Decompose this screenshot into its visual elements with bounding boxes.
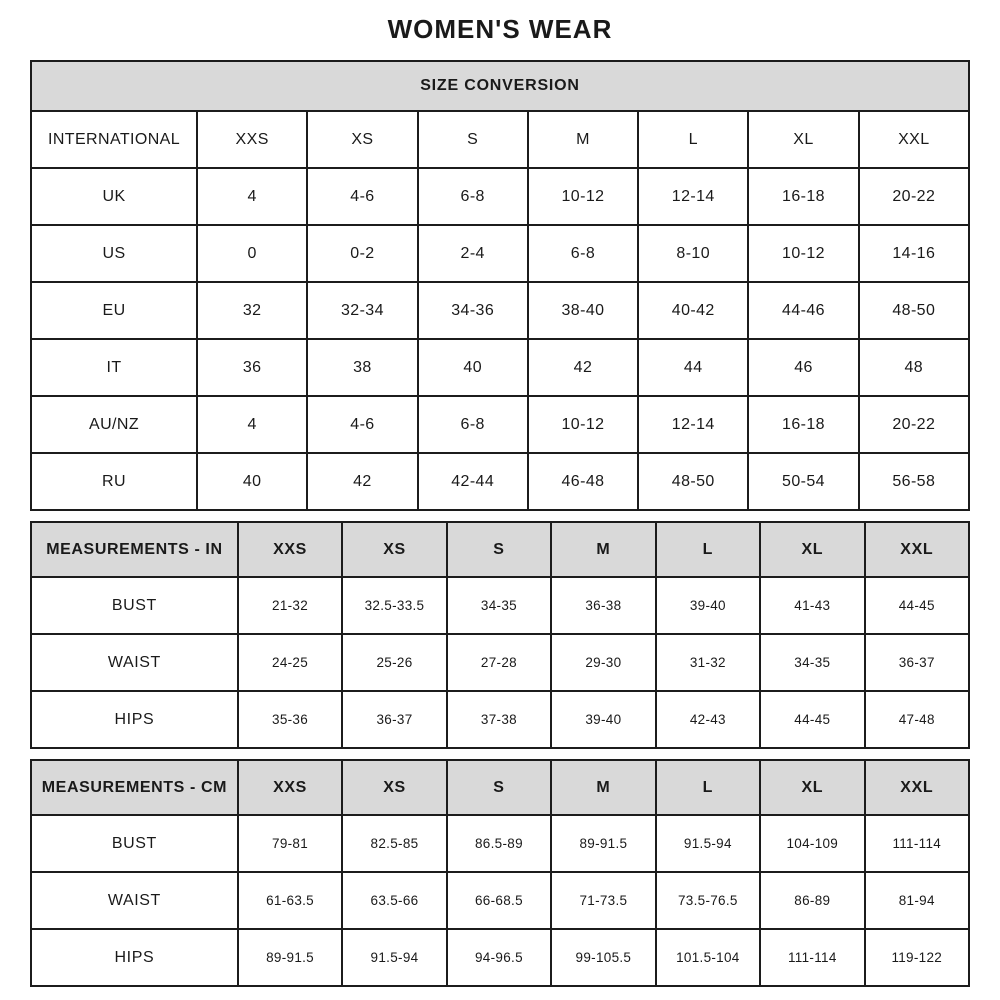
table-cell-waist-xl: 34-35	[760, 634, 864, 691]
table-cell-eu-xxl: 48-50	[859, 282, 969, 339]
column-header-xl: XL	[760, 522, 864, 577]
table-cell-bust-xs: 32.5-33.5	[342, 577, 446, 634]
column-header-l: L	[656, 760, 760, 815]
table-cell-waist-l: 31-32	[656, 634, 760, 691]
table-cell-ru-m: 46-48	[528, 453, 638, 510]
column-header-xxl: XXL	[865, 522, 969, 577]
row-label-ru: RU	[31, 453, 197, 510]
table-cell-it-xxs: 36	[197, 339, 307, 396]
table-cell-waist-s: 27-28	[447, 634, 551, 691]
column-header-xs: XS	[307, 111, 417, 168]
table-cell-au-nz-xxs: 4	[197, 396, 307, 453]
table-cell-bust-xxl: 44-45	[865, 577, 969, 634]
measurements-cm-label-header: MEASUREMENTS - CM	[31, 760, 238, 815]
table-cell-hips-s: 94-96.5	[447, 929, 551, 986]
table-cell-hips-xxs: 35-36	[238, 691, 342, 748]
table-cell-waist-l: 73.5-76.5	[656, 872, 760, 929]
table-cell-bust-xxl: 111-114	[865, 815, 969, 872]
table-cell-it-xxl: 48	[859, 339, 969, 396]
column-header-m: M	[528, 111, 638, 168]
size-conversion-label-header: INTERNATIONAL	[31, 111, 197, 168]
table-cell-bust-s: 86.5-89	[447, 815, 551, 872]
table-cell-eu-s: 34-36	[418, 282, 528, 339]
measurements-in-table	[30, 521, 970, 749]
table-cell-bust-xxs: 79-81	[238, 815, 342, 872]
column-header-xs: XS	[342, 760, 446, 815]
table-cell-us-xxs: 0	[197, 225, 307, 282]
table-cell-bust-l: 39-40	[656, 577, 760, 634]
size-conversion-row-us	[31, 225, 969, 282]
table-cell-bust-s: 34-35	[447, 577, 551, 634]
table-cell-ru-xl: 50-54	[748, 453, 858, 510]
size-conversion-header-row	[31, 61, 969, 111]
table-cell-uk-l: 12-14	[638, 168, 748, 225]
size-conversion-title: SIZE CONVERSION	[31, 61, 969, 111]
table-cell-uk-xl: 16-18	[748, 168, 858, 225]
size-conversion-row-au-nz	[31, 396, 969, 453]
table-cell-hips-m: 39-40	[551, 691, 655, 748]
table-cell-hips-xl: 44-45	[760, 691, 864, 748]
table-cell-au-nz-m: 10-12	[528, 396, 638, 453]
table-cell-waist-xl: 86-89	[760, 872, 864, 929]
measurements-cm-columns-row	[31, 760, 969, 815]
table-cell-waist-xxs: 61-63.5	[238, 872, 342, 929]
column-header-s: S	[418, 111, 528, 168]
measurements-cm-row-waist	[31, 872, 969, 929]
table-cell-uk-xs: 4-6	[307, 168, 417, 225]
table-cell-hips-xxl: 47-48	[865, 691, 969, 748]
row-label-eu: EU	[31, 282, 197, 339]
table-cell-waist-s: 66-68.5	[447, 872, 551, 929]
table-cell-waist-xs: 25-26	[342, 634, 446, 691]
table-cell-bust-xs: 82.5-85	[342, 815, 446, 872]
size-conversion-row-eu	[31, 282, 969, 339]
column-header-m: M	[551, 522, 655, 577]
row-label-waist: WAIST	[31, 634, 238, 691]
column-header-xxl: XXL	[859, 111, 969, 168]
row-label-bust: BUST	[31, 577, 238, 634]
table-cell-uk-s: 6-8	[418, 168, 528, 225]
table-cell-eu-m: 38-40	[528, 282, 638, 339]
size-conversion-row-uk	[31, 168, 969, 225]
table-cell-hips-xs: 36-37	[342, 691, 446, 748]
table-cell-au-nz-l: 12-14	[638, 396, 748, 453]
measurements-in-label-header: MEASUREMENTS - IN	[31, 522, 238, 577]
table-cell-uk-xxl: 20-22	[859, 168, 969, 225]
column-header-l: L	[656, 522, 760, 577]
table-cell-ru-xxs: 40	[197, 453, 307, 510]
table-cell-ru-l: 48-50	[638, 453, 748, 510]
page-title: WOMEN'S WEAR	[387, 14, 613, 44]
table-cell-bust-m: 89-91.5	[551, 815, 655, 872]
table-cell-it-l: 44	[638, 339, 748, 396]
table-cell-hips-xs: 91.5-94	[342, 929, 446, 986]
table-cell-us-l: 8-10	[638, 225, 748, 282]
measurements-cm-table	[30, 759, 970, 987]
row-label-waist: WAIST	[31, 872, 238, 929]
table-cell-au-nz-xl: 16-18	[748, 396, 858, 453]
column-header-xxs: XXS	[197, 111, 307, 168]
table-cell-eu-xs: 32-34	[307, 282, 417, 339]
table-cell-eu-l: 40-42	[638, 282, 748, 339]
column-header-xl: XL	[760, 760, 864, 815]
column-header-xxs: XXS	[238, 760, 342, 815]
table-cell-us-xxl: 14-16	[859, 225, 969, 282]
table-cell-ru-xs: 42	[307, 453, 417, 510]
table-cell-it-xl: 46	[748, 339, 858, 396]
table-cell-eu-xl: 44-46	[748, 282, 858, 339]
row-label-uk: UK	[31, 168, 197, 225]
column-header-l: L	[638, 111, 748, 168]
table-cell-it-m: 42	[528, 339, 638, 396]
measurements-in-row-waist	[31, 634, 969, 691]
table-cell-uk-m: 10-12	[528, 168, 638, 225]
size-conversion-row-it	[31, 339, 969, 396]
table-cell-hips-xxl: 119-122	[865, 929, 969, 986]
column-header-xxs: XXS	[238, 522, 342, 577]
column-header-xl: XL	[748, 111, 858, 168]
size-conversion-columns-row	[31, 111, 969, 168]
measurements-in-row-hips	[31, 691, 969, 748]
table-cell-it-xs: 38	[307, 339, 417, 396]
table-cell-ru-s: 42-44	[418, 453, 528, 510]
table-cell-hips-l: 42-43	[656, 691, 760, 748]
table-cell-it-s: 40	[418, 339, 528, 396]
row-label-it: IT	[31, 339, 197, 396]
table-cell-us-m: 6-8	[528, 225, 638, 282]
table-cell-bust-xl: 104-109	[760, 815, 864, 872]
table-cell-au-nz-s: 6-8	[418, 396, 528, 453]
column-header-s: S	[447, 522, 551, 577]
table-cell-waist-xs: 63.5-66	[342, 872, 446, 929]
row-label-hips: HIPS	[31, 691, 238, 748]
measurements-cm-row-bust	[31, 815, 969, 872]
table-cell-bust-xl: 41-43	[760, 577, 864, 634]
row-label-au-nz: AU/NZ	[31, 396, 197, 453]
measurements-cm-row-hips	[31, 929, 969, 986]
table-cell-hips-s: 37-38	[447, 691, 551, 748]
table-cell-au-nz-xxl: 20-22	[859, 396, 969, 453]
table-cell-eu-xxs: 32	[197, 282, 307, 339]
size-conversion-table	[30, 60, 970, 511]
table-cell-au-nz-xs: 4-6	[307, 396, 417, 453]
table-cell-bust-xxs: 21-32	[238, 577, 342, 634]
table-cell-waist-xxs: 24-25	[238, 634, 342, 691]
table-cell-waist-m: 29-30	[551, 634, 655, 691]
column-header-xs: XS	[342, 522, 446, 577]
size-conversion-row-ru	[31, 453, 969, 510]
column-header-m: M	[551, 760, 655, 815]
table-cell-uk-xxs: 4	[197, 168, 307, 225]
row-label-us: US	[31, 225, 197, 282]
table-cell-waist-m: 71-73.5	[551, 872, 655, 929]
table-cell-bust-l: 91.5-94	[656, 815, 760, 872]
table-cell-hips-xxs: 89-91.5	[238, 929, 342, 986]
table-cell-waist-xxl: 36-37	[865, 634, 969, 691]
column-header-s: S	[447, 760, 551, 815]
table-cell-us-s: 2-4	[418, 225, 528, 282]
table-cell-hips-m: 99-105.5	[551, 929, 655, 986]
table-cell-us-xs: 0-2	[307, 225, 417, 282]
row-label-hips: HIPS	[31, 929, 238, 986]
table-cell-us-xl: 10-12	[748, 225, 858, 282]
column-header-xxl: XXL	[865, 760, 969, 815]
table-cell-ru-xxl: 56-58	[859, 453, 969, 510]
table-cell-bust-m: 36-38	[551, 577, 655, 634]
measurements-in-row-bust	[31, 577, 969, 634]
table-cell-hips-xl: 111-114	[760, 929, 864, 986]
table-cell-hips-l: 101.5-104	[656, 929, 760, 986]
table-cell-waist-xxl: 81-94	[865, 872, 969, 929]
row-label-bust: BUST	[31, 815, 238, 872]
measurements-in-columns-row	[31, 522, 969, 577]
